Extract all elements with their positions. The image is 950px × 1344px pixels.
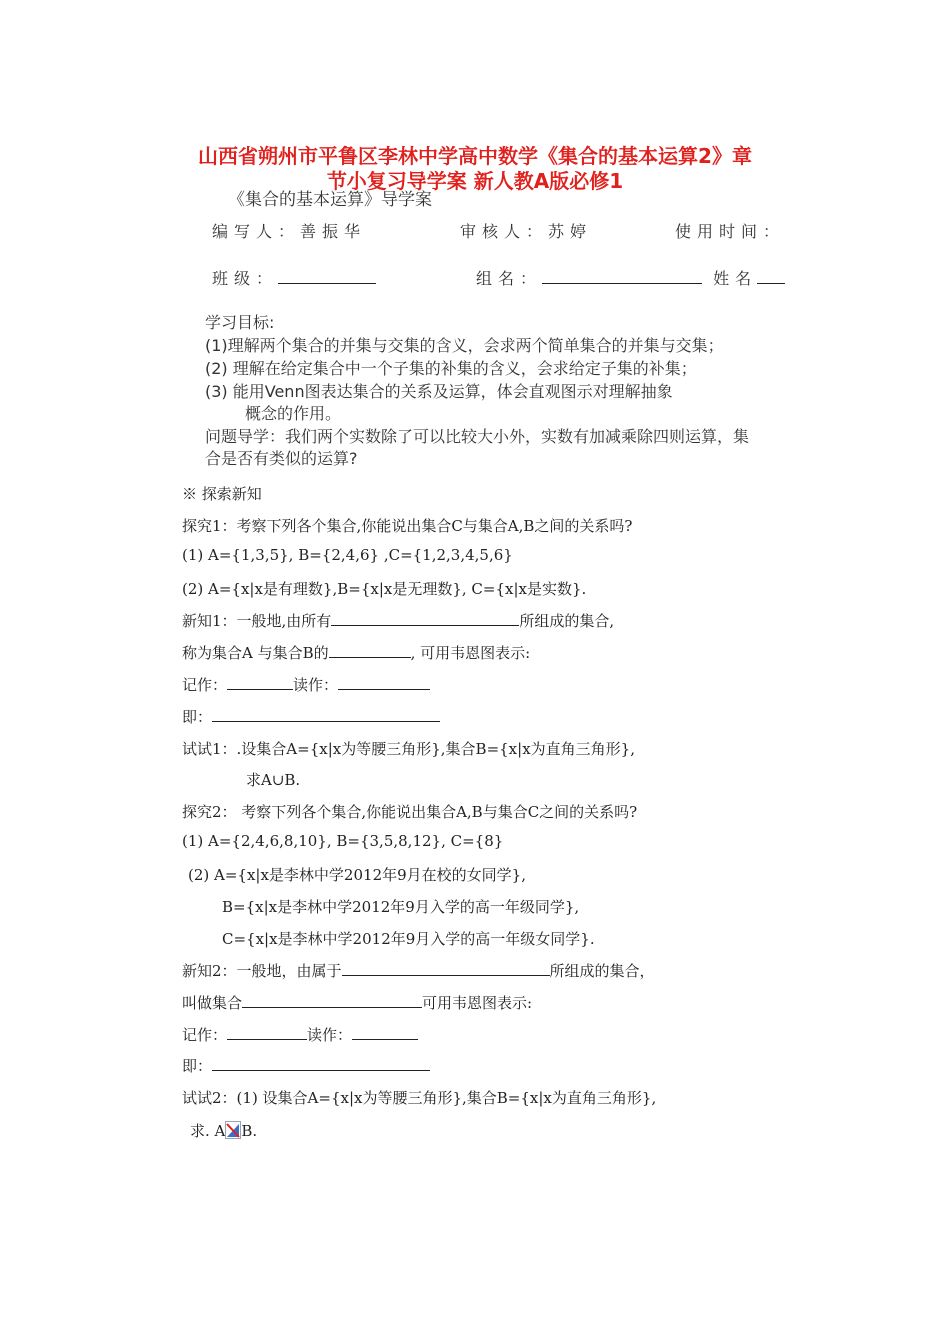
document-title-line1: 山西省朔州市平鲁区李林中学高中数学《集合的基本运算2》章	[198, 144, 752, 168]
new-knowledge-1-blank-1	[331, 611, 519, 626]
explore-2-set-2c: C={x|x是李林中学2012年9月入学的高一年级女同学}.	[222, 930, 595, 948]
new-knowledge-1-line2	[182, 642, 530, 663]
guided-question-line2: 合是否有类似的运算?	[205, 449, 358, 468]
new-knowledge-2-blank-1	[342, 961, 550, 976]
explore-heading: ※ 探索新知	[182, 485, 262, 503]
explore-2-question: 探究2： 考察下列各个集合,你能说出集合A,B与集合C之间的关系吗?	[182, 803, 638, 821]
ji-1-line	[182, 706, 440, 727]
new-knowledge-1-text-a: 新知1：一般地,由所有	[182, 612, 332, 630]
new-knowledge-1-line1	[182, 610, 614, 631]
ji-1-blank	[212, 707, 440, 722]
goal-item-2: (2) 理解在给定集合中一个子集的补集的含义，会求给定子集的补集；	[205, 359, 697, 378]
explore-2-set-1: (1) A={2,4,6,8,10}, B={3,5,8,12}, C={8}	[182, 832, 504, 850]
document-title-line2: 节小复习导学案 新人教A版必修1	[326, 169, 624, 193]
explore-2-set-2b: B={x|x是李林中学2012年9月入学的高一年级同学},	[222, 898, 580, 916]
explore-2-set-2a: (2) A={x|x是李林中学2012年9月在校的女同学},	[188, 866, 526, 884]
new-knowledge-2-text-b: 所组成的集合，	[549, 962, 655, 980]
goal-item-3: (3) 能用Venn图表达集合的关系及运算，体会直观图示对理解抽象	[205, 382, 673, 401]
group-field	[476, 266, 785, 289]
new-knowledge-2-line2	[182, 992, 532, 1013]
class-field	[212, 266, 376, 289]
notation-1-label: 记作：	[182, 676, 228, 694]
notation-2-line	[182, 1024, 418, 1045]
name-label: 姓名	[713, 269, 758, 288]
notation-1-line	[182, 674, 430, 695]
new-knowledge-1-text-d: , 可用韦恩图表示:	[410, 644, 531, 662]
reading-2-blank	[352, 1025, 418, 1040]
class-blank	[278, 269, 376, 284]
new-knowledge-1-text-b: 所组成的集合,	[519, 612, 615, 630]
notation-1-blank	[227, 675, 293, 690]
document-subtitle: 《集合的基本运算》导学案	[228, 190, 432, 210]
new-knowledge-1-blank-2	[329, 643, 411, 658]
goal-item-1: (1)理解两个集合的并集与交集的含义，会求两个简单集合的并集与交集；	[205, 336, 724, 355]
set-operation-symbol-icon	[225, 1121, 241, 1139]
try-2-text-b: B.	[241, 1122, 258, 1140]
explore-1-question: 探究1：考察下列各个集合,你能说出集合C与集合A,B之间的关系吗?	[182, 517, 633, 535]
reading-2-label: 读作：	[307, 1026, 353, 1044]
ji-2-label: 即：	[182, 1057, 213, 1075]
group-label: 组名：	[476, 269, 543, 288]
explore-1-set-2: (2) A={x|x是有理数},B={x|x是无理数}, C={x|x是实数}.	[182, 580, 587, 598]
group-blank	[542, 269, 702, 284]
new-knowledge-2-line1	[182, 960, 655, 981]
new-knowledge-2-blank-2	[242, 993, 422, 1008]
goal-item-3-cont: 概念的作用。	[245, 404, 342, 423]
goals-heading: 学习目标:	[205, 313, 275, 332]
notation-2-blank	[227, 1025, 307, 1040]
reviewer-field: 审核人：苏婷	[460, 222, 593, 241]
author-field: 编写人：善振华	[212, 222, 367, 241]
new-knowledge-2-text-d: 可用韦恩图表示:	[422, 994, 533, 1012]
ji-2-line	[182, 1055, 430, 1076]
explore-1-set-1: (1) A={1,3,5}, B={2,4,6} ,C={1,2,3,4,5,6}	[182, 546, 513, 564]
ji-2-blank	[212, 1056, 430, 1071]
ji-1-label: 即：	[182, 708, 213, 726]
try-1-line2: 求A∪B.	[246, 771, 301, 789]
class-label: 班级：	[212, 269, 279, 288]
try-2-text-a: 求. A	[190, 1122, 226, 1140]
usage-time-field: 使用时间：	[675, 222, 786, 241]
name-blank	[757, 269, 785, 284]
try-2-line2	[190, 1120, 257, 1141]
try-2-line1: 试试2：(1) 设集合A={x|x为等腰三角形},集合B={x|x为直角三角形},	[182, 1089, 657, 1107]
try-1-line1: 试试1：.设集合A={x|x为等腰三角形},集合B={x|x为直角三角形},	[182, 740, 635, 758]
notation-2-label: 记作：	[182, 1026, 228, 1044]
new-knowledge-1-text-c: 称为集合A 与集合B的	[182, 644, 329, 662]
guided-question-line1: 问题导学：我们两个实数除了可以比较大小外，实数有加减乘除四则运算，集	[205, 427, 750, 446]
new-knowledge-2-text-a: 新知2：一般地，由属于	[182, 962, 342, 980]
new-knowledge-2-text-c: 叫做集合	[182, 994, 243, 1012]
reading-1-blank	[338, 675, 430, 690]
reading-1-label: 读作：	[293, 676, 339, 694]
